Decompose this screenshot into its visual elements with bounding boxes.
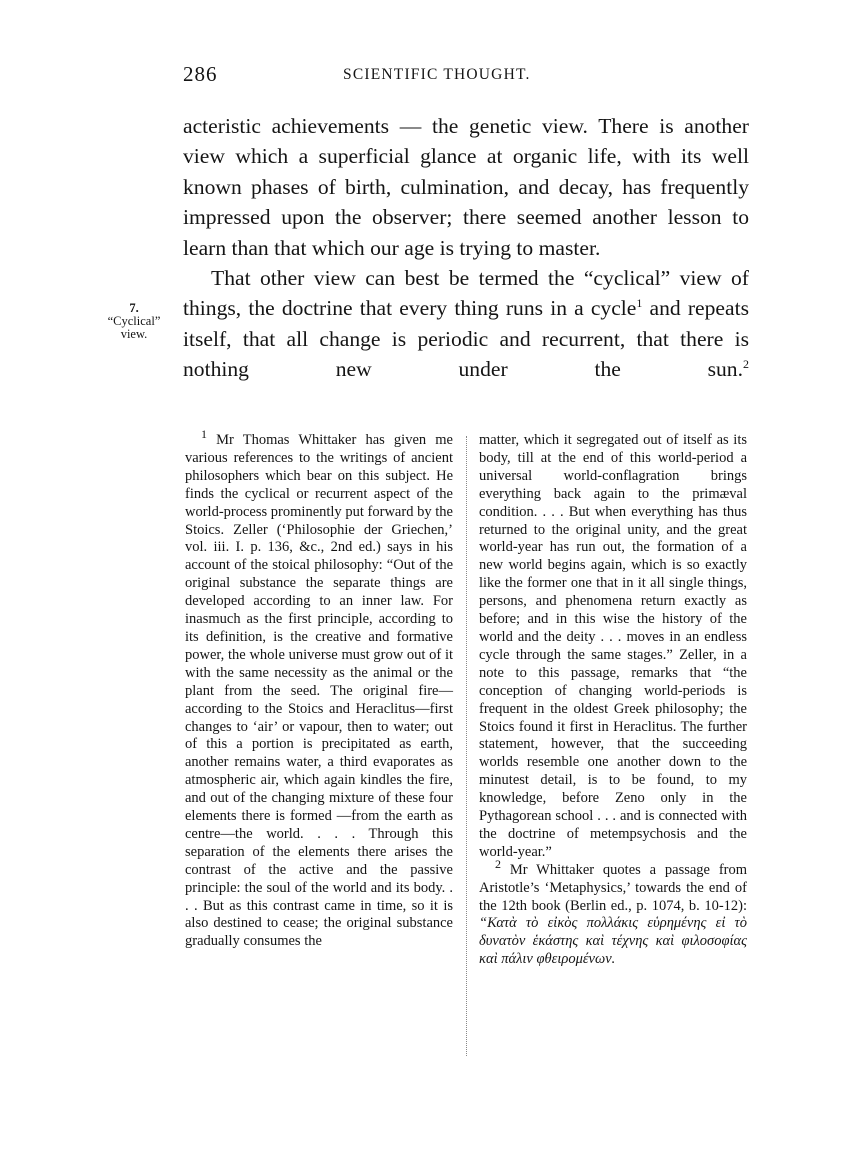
- footnote-2-text: Mr Whittaker quotes a passage from Aristotle’s ‘Metaphysics,’ towards the end of the 12th book (Berlin ed., p. 1074, b. 10-12):: [479, 861, 748, 914]
- footnote-ref-1: 1: [636, 296, 643, 311]
- footnote-2: [479, 856, 748, 969]
- footnote-1-continued: matter, which it segregated out of itself as its body, till at the end of this world-period a universal world-conflagration brings everything back again to the primæval condition. . . . But when everything has thus returned to the original unity, and the great world-year has run out, the formation of a new world begins again, which is so exactly like the former one that in it all single things, persons, and phenomena return exactly as before; and in this wise the history of the world and the deity . . . moves in an endless cycle through the same stages.” Zeller, in a note to this passage, remarks that “the conception of changing world-periods is frequent in the oldest Greek philosophy; the Stoics found it first in Heraclitus. The further statement, however, that the succeeding worlds resemble one another down to the minutest detail, is to be found, to my knowledge, before Zeno only in the Pythagorean school . . . and is connected with the doctrine of metempsychosis and the world-year.”: [479, 432, 747, 860]
- margin-note-label-line1: “Cyclical”: [107, 314, 161, 328]
- paragraph-1: acteristic achievements — the genetic view. There is another view which a superficial glance at organic life, with its well known phases of birth, culmination, and decay, has frequently impressed upon the observer; there seemed another lesson to learn than that which our age is trying to master.: [183, 114, 749, 260]
- margin-note-label-line2: view.: [120, 327, 148, 341]
- running-head: SCIENTIFIC THOUGHT.: [343, 66, 531, 83]
- footnote-ref-2: 2: [743, 357, 749, 372]
- paragraph-2-text-a: That other view can best be termed the “cyclical” view of things, the doctrine that every thing runs in a cycle: [183, 266, 749, 321]
- margin-note: [88, 302, 180, 341]
- footnote-2-greek-quote: “Κατὰ τὸ εἰκὸς πολλάκις εὑρημένης εἰ τὸ δυνατὸν ἑκάστης καὶ τέχνης καὶ φιλοσοφίας καὶ πάλιν φθειρομένων.: [479, 915, 747, 968]
- paragraph-2: [183, 263, 749, 385]
- footnote-1: [185, 427, 453, 951]
- column-divider: [466, 436, 468, 1056]
- footnotes-left-column: [185, 427, 453, 951]
- main-text: [183, 111, 749, 385]
- footnote-1-mark: 1: [201, 427, 207, 442]
- paragraph-2-text-b: and repeats itself, that all change is periodic and recurrent, that there is nothing new under the sun.: [183, 296, 750, 382]
- footnote-2-mark: 2: [495, 856, 501, 871]
- page-header: [183, 62, 748, 88]
- footnotes-right-column: [479, 432, 747, 969]
- margin-note-number: 7.: [129, 301, 139, 315]
- footnote-1-text: Mr Thomas Whittaker has given me various references to the writings of ancient philosophers which bear on this subject. He finds the cyclical or recurrent aspect of the world-process prominently put forward by the Stoics. Zeller (‘Philosophie der Griechen,’ vol. iii. I. p. 136, &c., 2nd ed.) says in his account of the stoical philosophy: “Out of the original substance the separate things are developed according to an inner law. For inasmuch as the first principle, according to its definition, is the creative and formative power, the whole universe must grow out of it with the same necessity as the animal or the plant from the seed. The original fire—according to the Stoics and Heraclitus—first changes to ‘air’ or vapour, then to water; out of this a portion is precipitated as earth, another remains water, a third evaporates as atmospheric air, which again kindles the fire, and out of the changing mixture of these four elements there is formed —from the earth as centre—the world. . . . Through this separation of the elements there arises the contrast of the active and the passive principle: the soul of the world and its body. . . . But as this contrast came in time, so it is also destined to cease; the original substance gradually consumes the: [185, 432, 453, 950]
- page-number: 286: [183, 62, 218, 86]
